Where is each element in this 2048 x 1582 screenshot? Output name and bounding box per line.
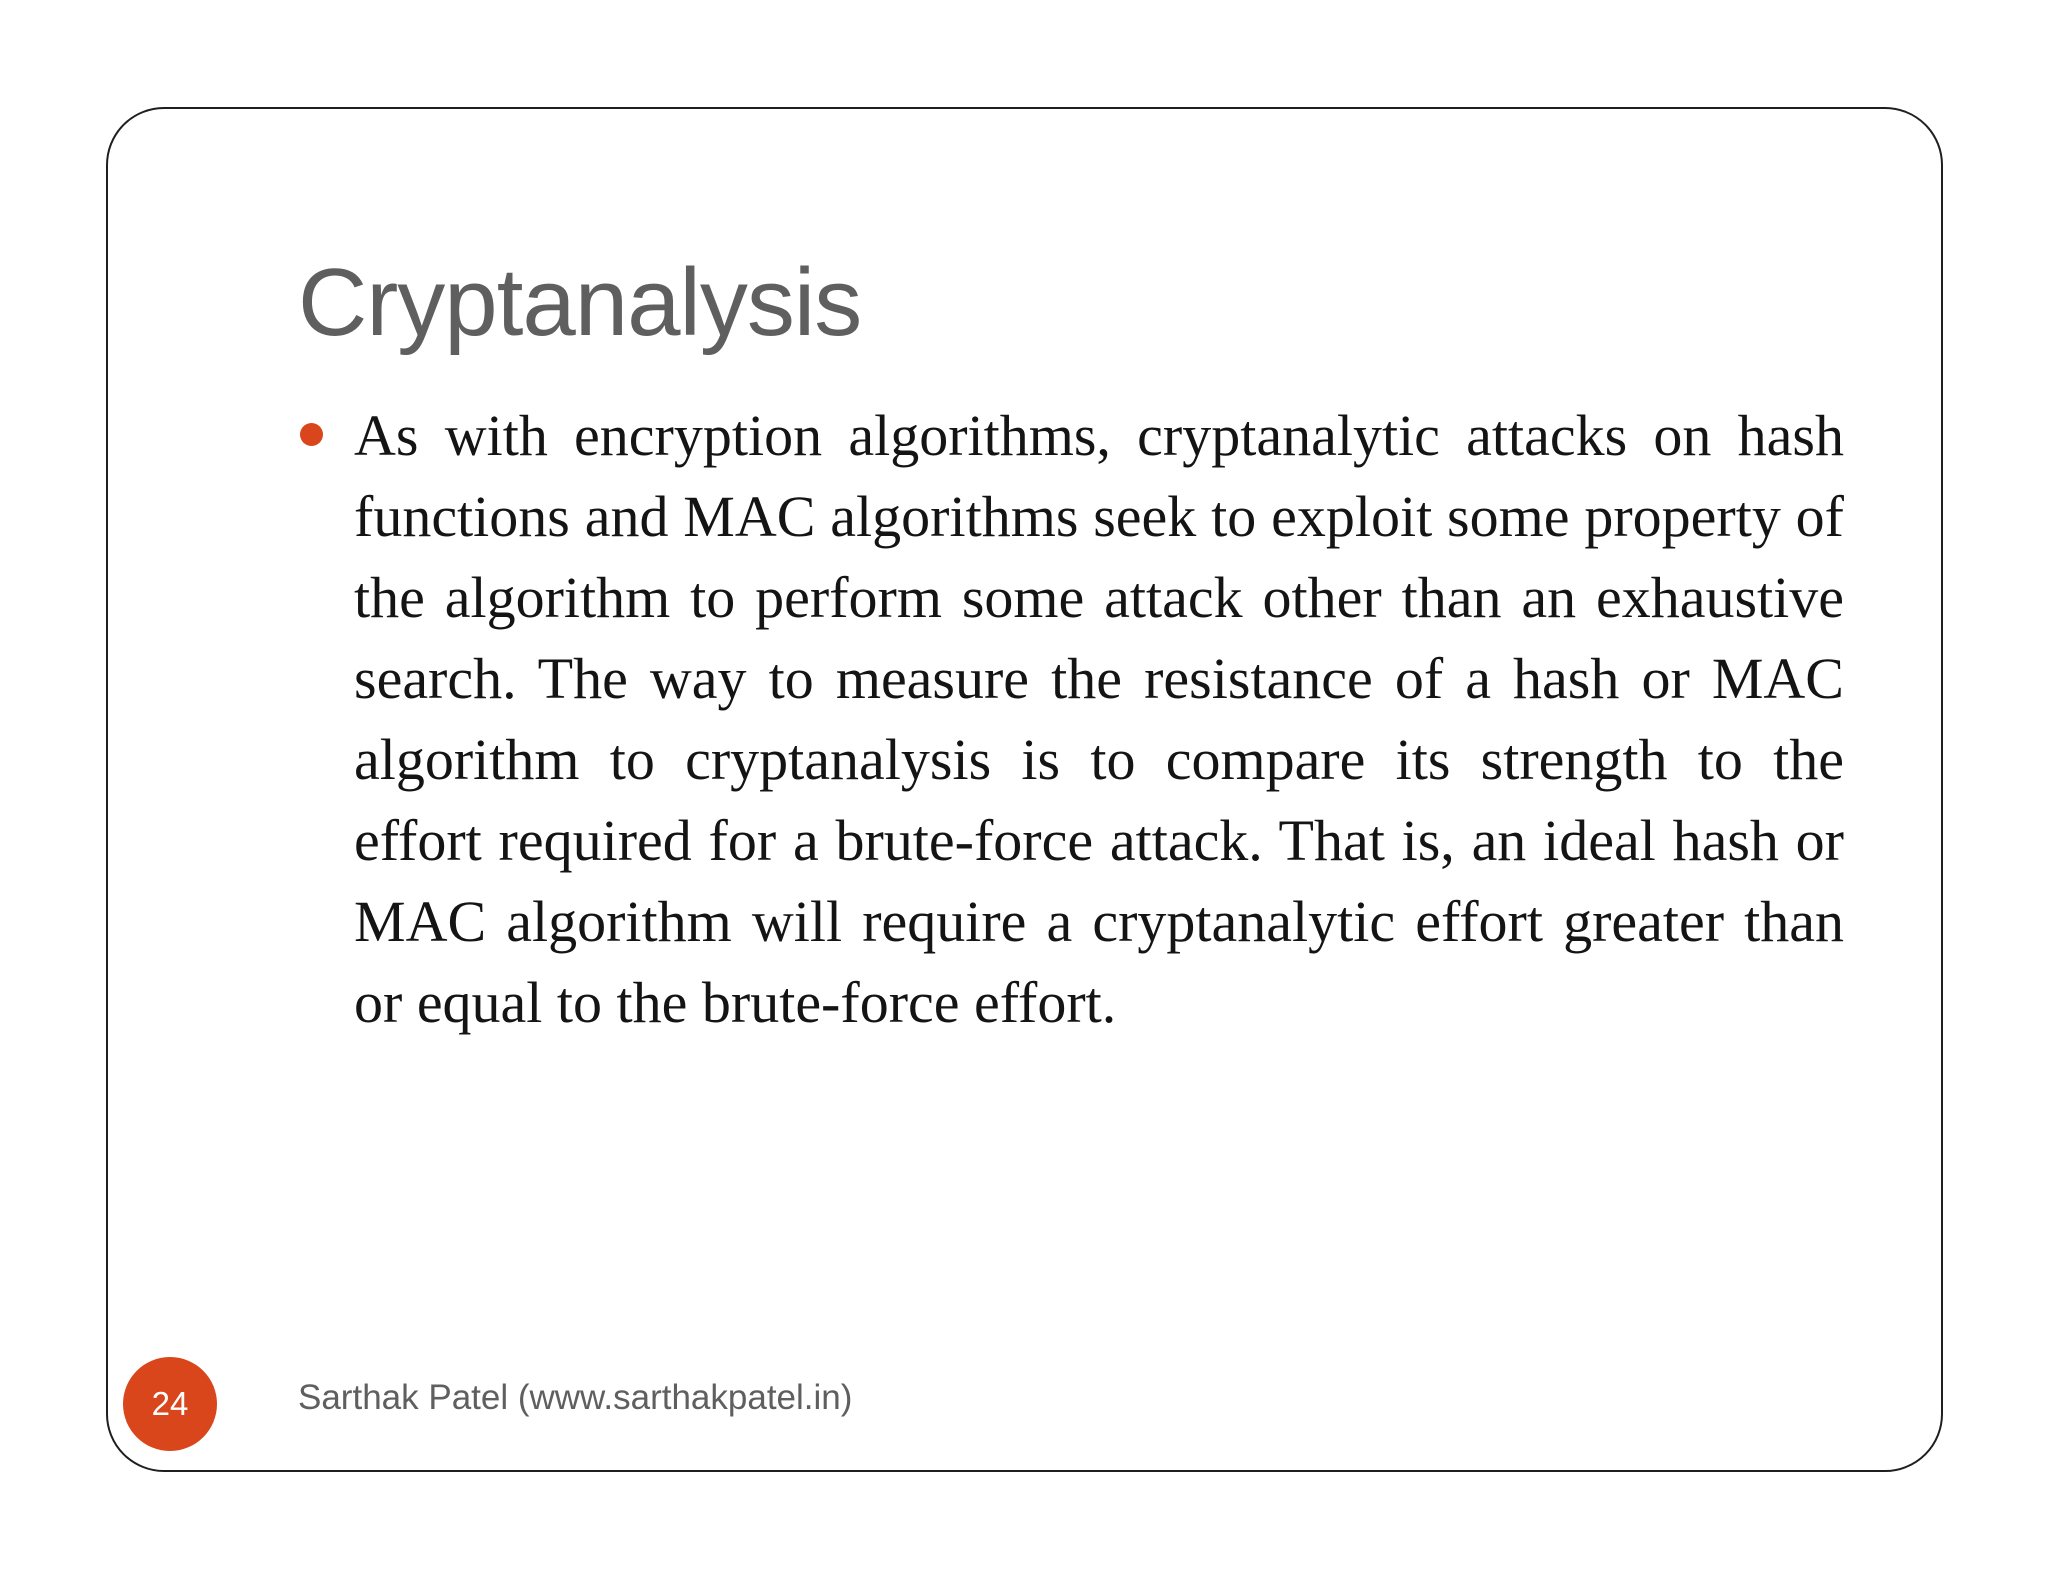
page-number-badge — [123, 1357, 217, 1451]
bullet-text: As with encryption algorithms, cryptanalytic attacks on hash functions and MAC algorithms seek to exploit some property of the algorithm to perform some attack other than an exhaustive search. The way to measure the resistance of a hash or MAC algorithm to cryptanalysis is to compare its strength to the effort required for a brute-force attack. That is, an ideal hash or MAC algorithm will require a cryptanalytic effort greater than or equal to the brute-force effort. — [354, 403, 1844, 1035]
page-number: 24 — [151, 1385, 189, 1422]
bullet-dot-icon — [300, 423, 323, 446]
slide-title: Cryptanalysis — [298, 249, 862, 356]
footer-author: Sarthak Patel (www.sarthakpatel.in) — [298, 1378, 853, 1417]
